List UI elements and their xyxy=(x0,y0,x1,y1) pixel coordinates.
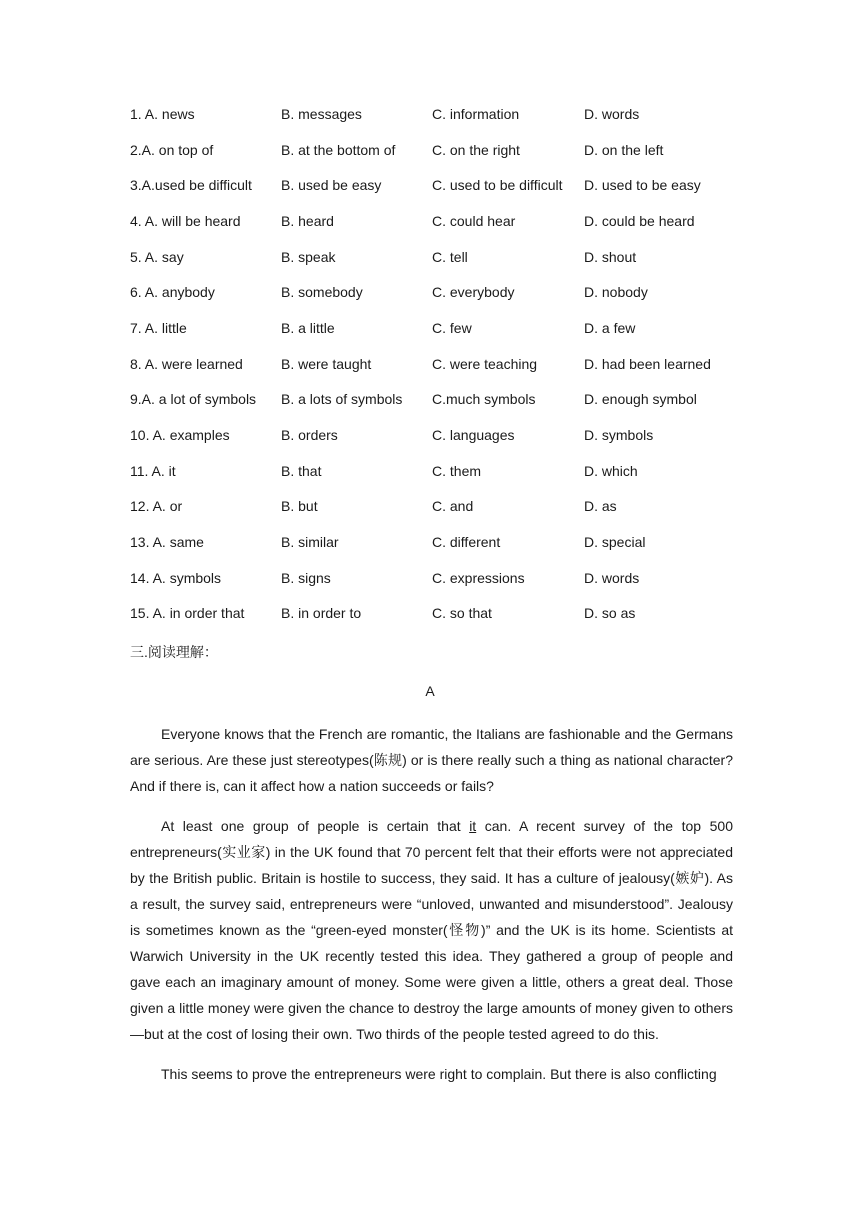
option-b: B. somebody xyxy=(281,284,363,301)
option-a: 12. A. or xyxy=(130,498,183,515)
option-d: D. words xyxy=(584,569,640,586)
question-row xyxy=(130,417,750,453)
option-a: 13. A. same xyxy=(130,534,204,551)
option-c: C. so that xyxy=(432,605,492,622)
option-d: D. so as xyxy=(584,605,636,622)
option-c: C. languages xyxy=(432,427,515,444)
option-a: 3.A.used be difficult xyxy=(130,177,252,194)
question-row xyxy=(130,524,750,560)
question-row xyxy=(130,489,750,525)
question-row xyxy=(130,346,750,382)
option-a: 2.A. on top of xyxy=(130,141,214,158)
option-d: D. used to be easy xyxy=(584,177,701,194)
question-row xyxy=(130,239,750,275)
option-b: B. a little xyxy=(281,319,335,336)
option-c: C. used to be difficult xyxy=(432,177,563,194)
option-d: D. which xyxy=(584,462,638,479)
options-table xyxy=(130,96,750,631)
option-a: 5. A. say xyxy=(130,248,184,265)
option-c: C. on the right xyxy=(432,141,520,158)
option-a: 6. A. anybody xyxy=(130,284,215,301)
paragraph-3: This seems to prove the entrepreneurs were right to complain. But there is also conflicting xyxy=(161,1066,717,1082)
option-d: D. shout xyxy=(584,248,637,265)
option-a: 4. A. will be heard xyxy=(130,212,241,229)
option-a: 7. A. little xyxy=(130,319,187,336)
paragraph-2 xyxy=(130,813,733,1047)
option-a: 15. A. in order that xyxy=(130,605,245,622)
question-row xyxy=(130,310,750,346)
option-b: B. heard xyxy=(281,212,334,229)
option-b: B. at the bottom of xyxy=(281,141,396,158)
option-a: 9.A. a lot of symbols xyxy=(130,391,257,408)
option-b: B. similar xyxy=(281,534,339,551)
option-c: C.much symbols xyxy=(432,391,536,408)
paragraph-1: Everyone knows that the French are romantic, the Italians are fashionable and the Germans are serious. Are these just stereotypes(陈规) or is there really such a thing as national character? And if there is, can it affect how a nation succeeds or fails? xyxy=(130,726,733,794)
option-b: B. messages xyxy=(281,105,362,122)
question-row xyxy=(130,96,750,132)
passage-title: A xyxy=(425,683,435,699)
option-b: B. that xyxy=(281,462,322,479)
question-row xyxy=(130,274,750,310)
option-a: 14. A. symbols xyxy=(130,569,222,586)
question-row xyxy=(130,596,750,632)
question-row xyxy=(130,167,750,203)
option-b: B. were taught xyxy=(281,355,372,372)
question-row xyxy=(130,382,750,418)
option-a: 1. A. news xyxy=(130,105,195,122)
section-heading: 三.阅读理解： xyxy=(130,644,218,660)
option-d: D. on the left xyxy=(584,141,664,158)
option-d: D. nobody xyxy=(584,284,648,301)
option-d: D. symbols xyxy=(584,427,654,444)
question-row xyxy=(130,453,750,489)
option-c: C. could hear xyxy=(432,212,516,229)
paragraph-2-rest: can. A recent survey of the top 500 entrepreneurs(实业家) in the UK found that 70 percent felt that their efforts were not appreciated by the British public. Britain is hostile to success, they said. It has a culture of jealousy(嫉妒). As a result, the survey said, entrepreneurs were “unloved, unwanted and misunderstood”. Jealousy is sometimes known as the “green-eyed monster(怪物)” and the UK is its home. Scientists at Warwich University in the UK recently tested this idea. They gathered a group of people and gave each an imaginary amount of money. Some were given a little, others a great deal. Those given a little money were given the chance to destroy the large amounts of money given to others—but at the cost of losing their own. Two thirds of the people tested agreed to do this. xyxy=(130,818,734,1042)
reading-passage xyxy=(130,721,733,1101)
option-c: C. expressions xyxy=(432,569,525,586)
option-c: C. were teaching xyxy=(432,355,538,372)
option-b: B. used be easy xyxy=(281,177,382,194)
option-d: D. enough symbol xyxy=(584,391,697,408)
option-d: D. as xyxy=(584,498,617,515)
option-b: B. orders xyxy=(281,427,338,444)
option-c: C. information xyxy=(432,105,520,122)
option-b: B. signs xyxy=(281,569,331,586)
paragraph-2-start: At least one group of people is certain that xyxy=(161,818,470,834)
question-row xyxy=(130,203,750,239)
option-b: B. but xyxy=(281,498,318,515)
option-d: D. a few xyxy=(584,319,636,336)
option-d: D. could be heard xyxy=(584,212,695,229)
question-row xyxy=(130,560,750,596)
option-c: C. few xyxy=(432,319,472,336)
option-a: 10. A. examples xyxy=(130,427,230,444)
option-a: 11. A. it xyxy=(130,462,176,479)
option-b: B. a lots of symbols xyxy=(281,391,403,408)
option-d: D. had been learned xyxy=(584,355,711,372)
underlined-word: it xyxy=(469,818,477,834)
question-row xyxy=(130,132,750,168)
option-b: B. in order to xyxy=(281,605,362,622)
option-d: D. special xyxy=(584,534,646,551)
option-c: C. different xyxy=(432,534,501,551)
option-b: B. speak xyxy=(281,248,336,265)
option-c: C. tell xyxy=(432,248,468,265)
option-c: C. them xyxy=(432,462,482,479)
option-c: C. and xyxy=(432,498,474,515)
option-c: C. everybody xyxy=(432,284,515,301)
option-a: 8. A. were learned xyxy=(130,355,243,372)
option-d: D. words xyxy=(584,105,640,122)
